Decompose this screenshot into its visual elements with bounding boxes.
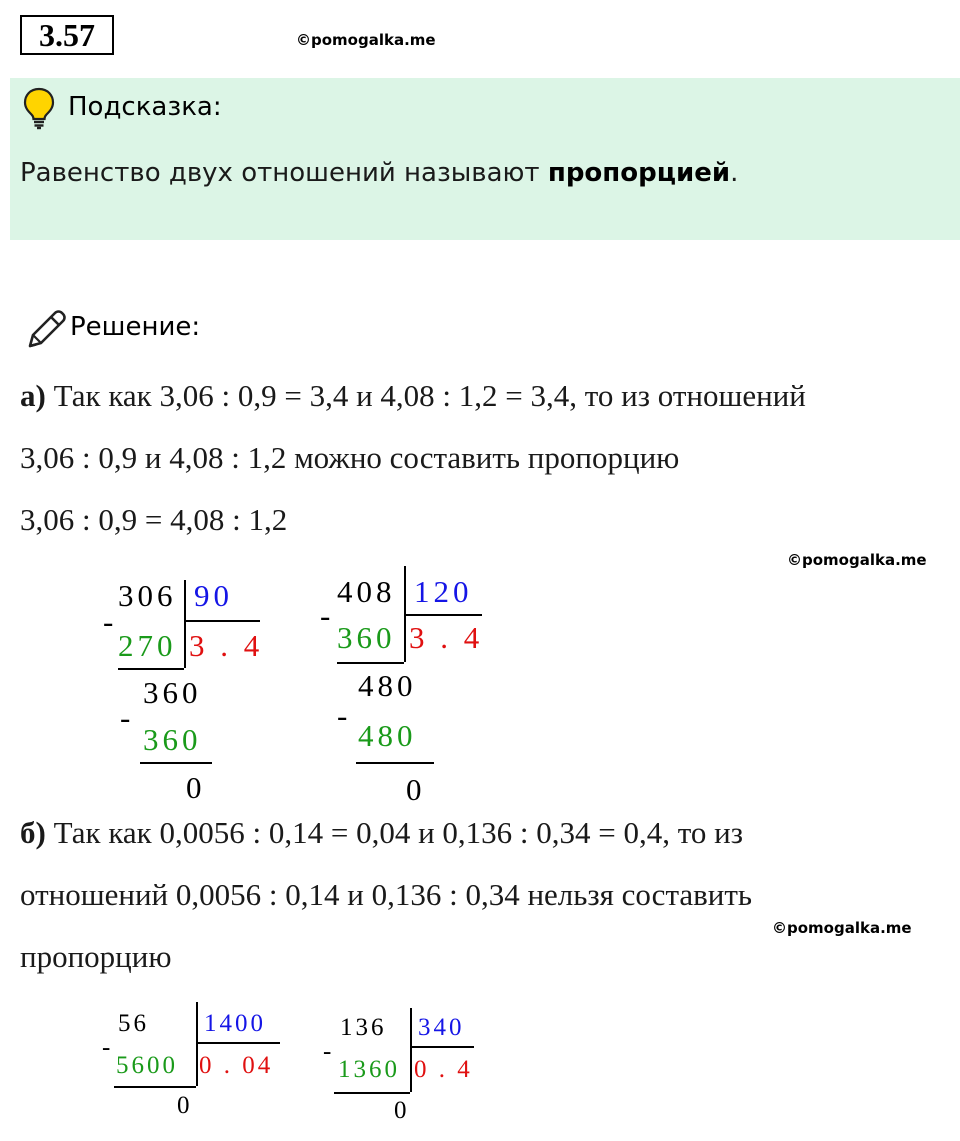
- remainder: 0: [177, 1092, 193, 1119]
- division-bracket-horizontal: [196, 1042, 280, 1044]
- solution-title: Решение:: [70, 312, 201, 342]
- divisor: 90: [194, 578, 233, 613]
- dividend: 56: [118, 1010, 149, 1037]
- remainder: 0: [186, 770, 206, 805]
- dividend: 408: [337, 574, 396, 609]
- subtrahend: 1360: [338, 1056, 400, 1083]
- part-a-line-1: [20, 378, 806, 414]
- division-bracket-vertical: [184, 580, 186, 668]
- hint-text-after: .: [730, 158, 739, 188]
- divisor: 1400: [204, 1010, 266, 1037]
- minus-sign: -: [320, 598, 335, 633]
- minus-sign: -: [337, 698, 352, 733]
- part-b-line-1: [20, 815, 743, 851]
- subtraction-line: [114, 1086, 196, 1088]
- quotient: 3 . 4: [189, 628, 264, 663]
- lightbulb-icon: [22, 86, 56, 135]
- divisor: 340: [418, 1014, 465, 1041]
- minus-sign: -: [102, 1034, 114, 1061]
- hint-text-bold: пропорцией: [547, 158, 731, 188]
- minus-sign: -: [103, 604, 118, 639]
- remainder: 0: [406, 772, 426, 807]
- watermark: ©pomogalka.me: [772, 919, 912, 937]
- part-a-line-1-text: Так как 3,06 : 0,9 = 3,4 и 4,08 : 1,2 = 3,4, то из отношений: [45, 378, 806, 413]
- part-b-line-3: пропорцию: [20, 939, 172, 974]
- subtrahend: 270: [118, 628, 177, 663]
- pencil-icon: [24, 308, 68, 357]
- part-b-label: б): [20, 815, 46, 850]
- hint-text-before: Равенство двух отношений называют: [20, 158, 548, 188]
- quotient: 0 . 04: [199, 1052, 274, 1079]
- part-b-line-2: отношений 0,0056 : 0,14 и 0,136 : 0,34 нельзя составить: [20, 877, 753, 912]
- minus-sign: -: [323, 1038, 335, 1065]
- subtrahend: 360: [143, 722, 202, 757]
- quotient: 3 . 4: [409, 620, 484, 655]
- remainder: 360: [143, 675, 202, 710]
- subtrahend: 360: [337, 620, 396, 655]
- remainder: 0: [394, 1097, 410, 1124]
- divisor: 120: [414, 574, 473, 609]
- division-bracket-horizontal: [410, 1046, 474, 1048]
- minus-sign: -: [120, 700, 135, 735]
- subtrahend: 480: [358, 718, 417, 753]
- subtraction-line: [334, 1092, 410, 1094]
- task-number: 3.57: [20, 15, 114, 55]
- subtraction-line: [337, 662, 404, 664]
- division-bracket-horizontal: [404, 614, 482, 616]
- hint-title: Подсказка:: [68, 92, 222, 122]
- hint-text: [20, 158, 738, 188]
- watermark: ©pomogalka.me: [296, 31, 436, 49]
- dividend: 136: [340, 1014, 387, 1041]
- subtrahend: 5600: [116, 1052, 178, 1079]
- part-a-line-2: 3,06 : 0,9 и 4,08 : 1,2 можно составить пропорцию: [20, 440, 680, 475]
- subtraction-line: [356, 762, 434, 764]
- quotient: 0 . 4: [414, 1056, 473, 1083]
- watermark: ©pomogalka.me: [787, 551, 927, 569]
- part-a-label: а): [20, 378, 46, 413]
- division-bracket-vertical: [410, 1008, 412, 1092]
- part-a-line-3: 3,06 : 0,9 = 4,08 : 1,2: [20, 502, 288, 537]
- division-bracket-vertical: [196, 1002, 198, 1086]
- remainder: 480: [358, 668, 417, 703]
- dividend: 306: [118, 578, 177, 613]
- part-b-line-1-text: Так как 0,0056 : 0,14 = 0,04 и 0,136 : 0,34 = 0,4, то из: [45, 815, 743, 850]
- division-bracket-horizontal: [184, 620, 260, 622]
- subtraction-line: [140, 762, 212, 764]
- subtraction-line: [118, 668, 184, 670]
